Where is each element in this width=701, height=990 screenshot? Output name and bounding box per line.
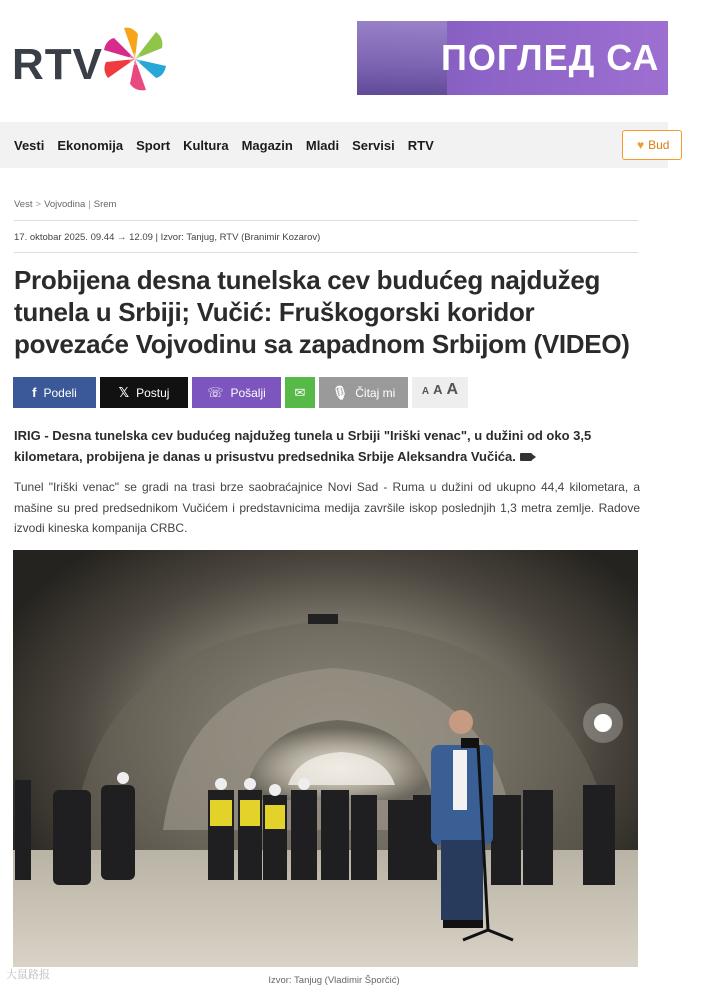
text-to-speech-button[interactable] xyxy=(319,377,408,408)
viber-share-label: Pošalji xyxy=(230,385,266,400)
photo-caption: Izvor: Tanjug (Vladimir Šporčić) xyxy=(268,975,400,986)
site-header xyxy=(0,0,701,120)
rtv-logo[interactable] xyxy=(12,26,167,92)
facebook-share-button[interactable] xyxy=(13,377,96,408)
donate-label: Bud xyxy=(648,138,670,152)
nav-item-vesti[interactable]: Vesti xyxy=(14,137,45,153)
banner-city-image xyxy=(357,21,447,95)
article-lead xyxy=(14,425,640,467)
font-size-medium-button[interactable]: A xyxy=(433,382,443,397)
nav-item-ekonomija[interactable]: Ekonomija xyxy=(57,137,124,153)
font-size-small-button[interactable]: A xyxy=(421,386,430,397)
article-meta: 17. oktobar 2025. 09.44 → 12.09 | Izvor: Tanjug, RTV (Branimir Kozarov) xyxy=(14,232,321,243)
tts-label: Čitaj mi xyxy=(355,385,396,400)
breadcrumb-item-vojvodina[interactable]: Vojvodina xyxy=(44,199,86,210)
main-nav xyxy=(0,122,668,168)
email-share-button[interactable] xyxy=(285,377,315,408)
nav-items xyxy=(14,122,447,168)
logo-text: RTV xyxy=(12,40,103,89)
nav-item-sport[interactable]: Sport xyxy=(136,137,171,153)
email-icon: ✉ xyxy=(294,384,306,400)
donate-button[interactable] xyxy=(622,130,682,160)
heart-icon: ♥ xyxy=(637,138,645,152)
lead-text: IRIG - Desna tunelska cev budućeg najdužeg tunela u Srbiji "Iriški venac", u dužini od oko 3,5 kilometara, probijena je danas u prisustvu predsednika Srbije Aleksandra Vučića. xyxy=(14,428,592,464)
breadcrumb-separator: > xyxy=(35,199,42,210)
video-camera-icon xyxy=(520,453,532,461)
viber-share-button[interactable] xyxy=(192,377,281,408)
nav-item-servisi[interactable]: Servisi xyxy=(352,137,395,153)
nav-item-magazin[interactable]: Magazin xyxy=(241,137,293,153)
logo-star-icon xyxy=(102,26,168,92)
article-body: Tunel "Iriški venac" se gradi na trasi brze saobraćajnice Novi Sad - Ruma u dužini od ukupno 44,4 kilometara, a mašine su pred predsednikom Vučićem i predstavnicima medija završile iskop poslednjih 1,3 metra zemlje. Radove izvodi kineska kompanija CRBC. xyxy=(14,480,640,535)
font-size-large-button[interactable]: A xyxy=(446,381,459,398)
breadcrumb-separator: | xyxy=(88,199,91,210)
divider xyxy=(14,220,638,221)
breadcrumb-item-srem[interactable]: Srem xyxy=(93,199,117,210)
promo-banner[interactable] xyxy=(357,21,701,95)
nav-item-rtv[interactable]: RTV xyxy=(407,137,434,153)
breadcrumb-item-vest[interactable]: Vest xyxy=(14,199,33,210)
font-size-controls xyxy=(412,377,468,408)
share-bar xyxy=(13,377,468,408)
x-share-button[interactable] xyxy=(100,377,188,408)
article-title: Probijena desna tunelska cev budućeg najdužeg tunela u Srbiji; Vučić: Fruškogorski koridor povezaće Vojvodinu sa zapadnom Srbijom (VIDEO) xyxy=(14,265,630,359)
banner-text: ПОГЛЕД СА М xyxy=(441,37,701,78)
tunnel-photo-illustration xyxy=(13,550,638,967)
facebook-icon: f xyxy=(32,385,37,400)
article-photo[interactable] xyxy=(13,550,638,967)
nav-item-kultura[interactable]: Kultura xyxy=(183,137,229,153)
divider xyxy=(14,252,638,253)
viber-icon: ☏ xyxy=(207,384,224,400)
nav-item-mladi[interactable]: Mladi xyxy=(305,137,340,153)
x-share-label: Postuj xyxy=(136,385,170,400)
x-icon: 𝕏 xyxy=(118,384,130,400)
microphone-icon: 🎙 xyxy=(331,384,349,400)
facebook-share-label: Podeli xyxy=(43,385,77,400)
watermark: 大鼠路报 xyxy=(6,969,50,981)
breadcrumb xyxy=(14,199,116,210)
